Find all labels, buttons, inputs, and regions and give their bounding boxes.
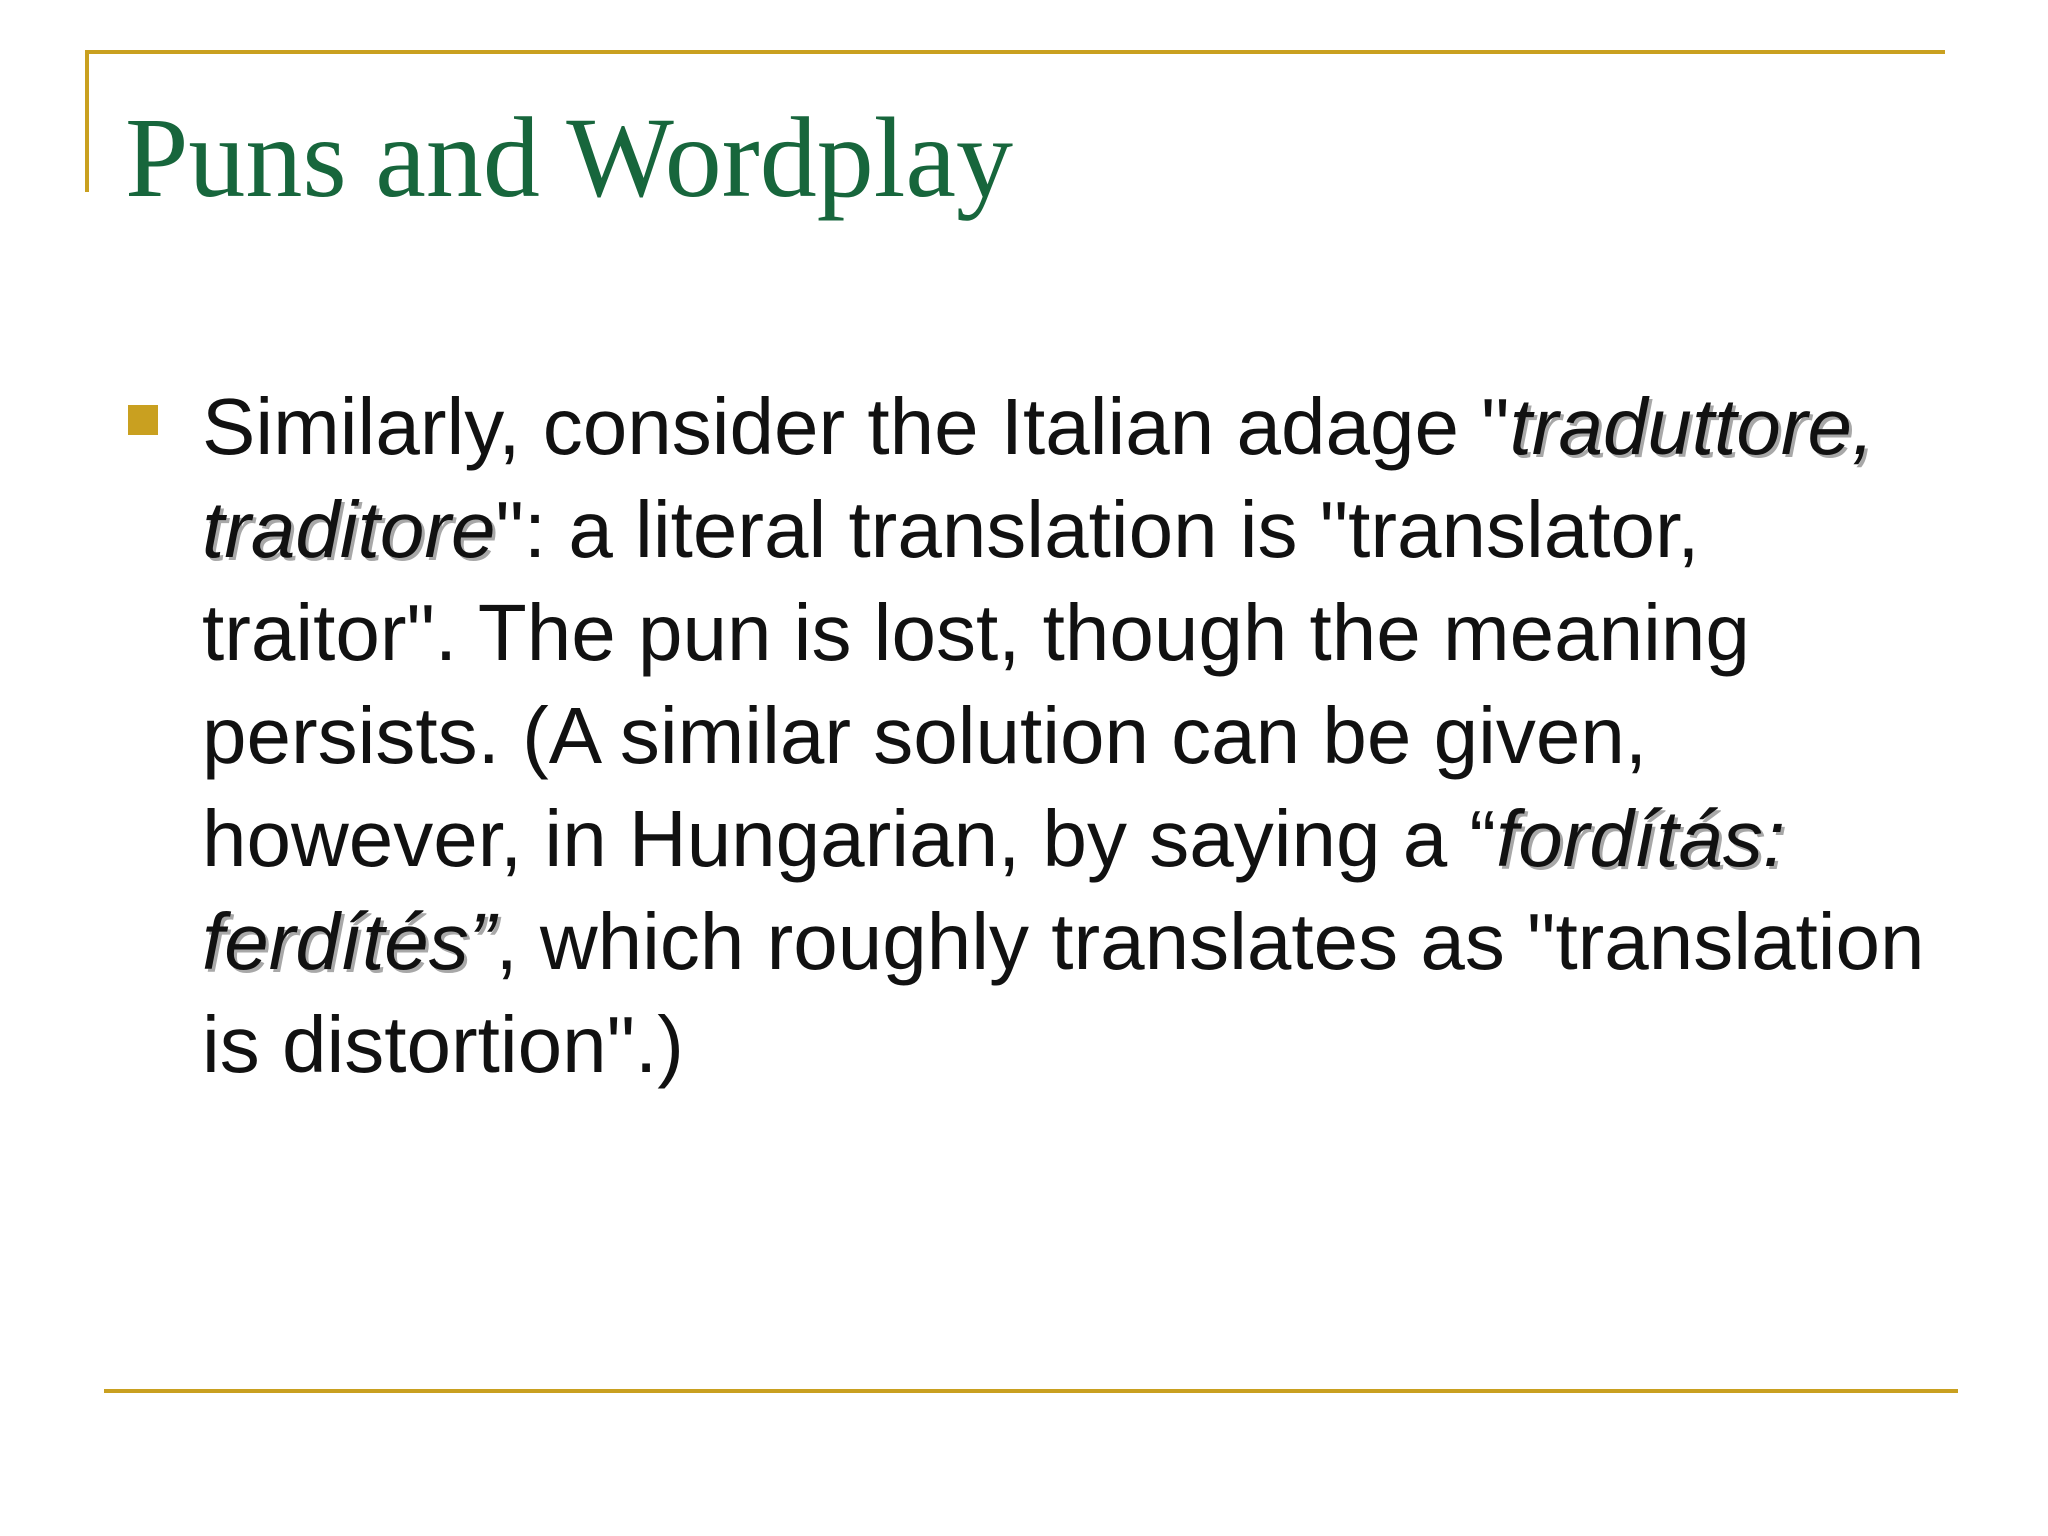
bottom-rule — [104, 1389, 1958, 1393]
italic-phrase-traduttore: traduttore, traditore — [202, 382, 1875, 574]
italic-phrase-forditas: fordítás: ferdítés” — [202, 794, 1786, 986]
bullet-text-part1: Similarly, consider the Italian adage " — [202, 382, 1510, 471]
bullet-text-part2: ": a literal translation is "translator, traitor". The pun is lost, though the meaning persists. (A similar solution can be given, however, in Hungarian, by saying a “ — [202, 485, 1750, 883]
bullet-text-part3: , which roughly translates as "translation is distortion".) — [202, 897, 1925, 1089]
slide-title: Puns and Wordplay — [125, 94, 1014, 221]
square-bullet-icon — [128, 405, 158, 435]
left-rule — [85, 50, 89, 192]
bullet-text — [202, 375, 1937, 1096]
top-rule — [85, 50, 1945, 54]
